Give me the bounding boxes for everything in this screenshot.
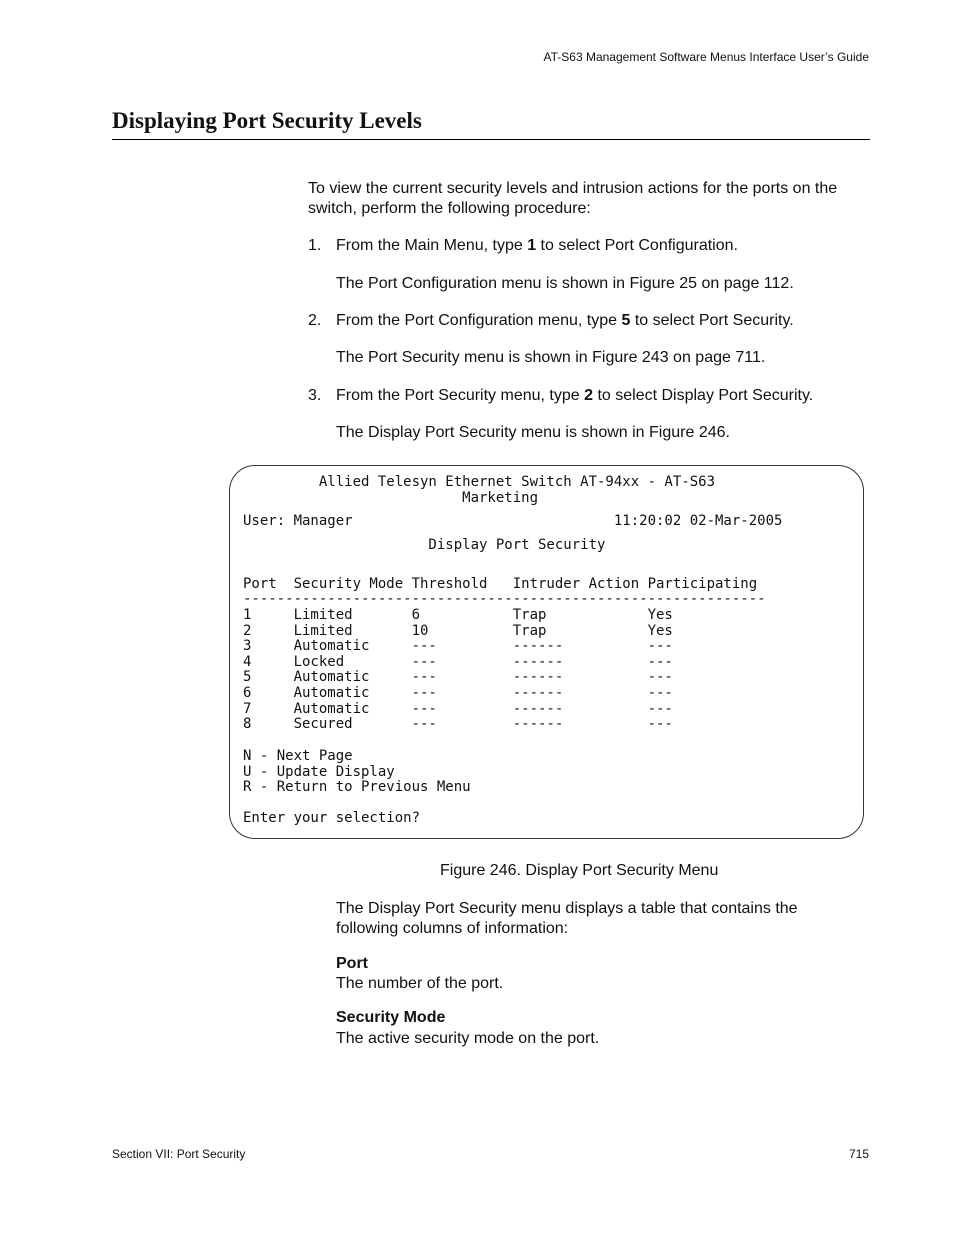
section-title: Displaying Port Security Levels (112, 108, 422, 133)
terminal-option-next-page: N - Next Page (243, 748, 353, 764)
terminal-option-return: R - Return to Previous Menu (243, 779, 471, 796)
terminal-table-row: 4 Locked --- ------ --- (243, 653, 673, 670)
terminal-table-row: 6 Automatic --- ------ --- (243, 685, 673, 701)
definition-term-port: Port (336, 955, 368, 972)
step-text: From the Port Configuration menu, type 5 to select Port Security. (336, 312, 794, 329)
step-text: From the Port Security menu, type 2 to select Display Port Security. (336, 387, 814, 404)
footer-section: Section VII: Port Security (112, 1147, 246, 1161)
terminal-menu-title: Display Port Security (243, 537, 606, 553)
terminal-table-separator: -------------------------------------------------------------- (243, 591, 766, 607)
step-2-note: The Port Security menu is shown in Figure 243 on page 711. (336, 349, 766, 366)
definition-desc-security-mode: The active security mode on the port. (336, 1030, 600, 1047)
title-rule (112, 139, 870, 140)
terminal-table-header: Port Security Mode Threshold Intruder Action Participating (243, 576, 758, 592)
footer-page-number: 715 (848, 1147, 869, 1161)
step-1-note: The Port Configuration menu is shown in Figure 25 on page 112. (336, 275, 794, 292)
terminal-title: Allied Telesyn Ethernet Switch AT-94xx - AT-S63 (243, 474, 716, 490)
definition-term-security-mode: Security Mode (336, 1009, 446, 1026)
step-number: 3. (308, 387, 322, 404)
figure-caption: Figure 246. Display Port Security Menu (440, 862, 719, 879)
step-number: 1. (308, 237, 322, 254)
terminal-option-update-display: U - Update Display (243, 763, 395, 780)
terminal-table-row: 2 Limited 10 Trap Yes (243, 622, 673, 639)
terminal-table-row: 8 Secured --- ------ --- (243, 716, 673, 733)
terminal-prompt: Enter your selection? (243, 810, 421, 826)
step-3-note: The Display Port Security menu is shown in Figure 246. (336, 424, 730, 441)
running-header: AT-S63 Management Software Menus Interface User’s Guide (543, 50, 869, 64)
terminal-table-row: 3 Automatic --- ------ --- (243, 638, 673, 655)
step-number: 2. (308, 312, 322, 329)
terminal-subtitle: Marketing (243, 490, 539, 506)
terminal-user-line: User: Manager 11:20:02 02-Mar-2005 (243, 513, 783, 529)
table-description-paragraph: The Display Port Security menu displays a table that contains the following columns of information: (336, 900, 798, 937)
terminal-table-row: 1 Limited 6 Trap Yes (243, 607, 673, 623)
terminal-table-row: 5 Automatic --- ------ --- (243, 669, 673, 686)
terminal-table-row: 7 Automatic --- ------ --- (243, 700, 673, 717)
step-text: From the Main Menu, type 1 to select Port Configuration. (336, 237, 738, 254)
intro-paragraph: To view the current security levels and intrusion actions for the ports on the switch, perform the following procedure: (308, 180, 838, 217)
definition-desc-port: The number of the port. (336, 975, 504, 992)
